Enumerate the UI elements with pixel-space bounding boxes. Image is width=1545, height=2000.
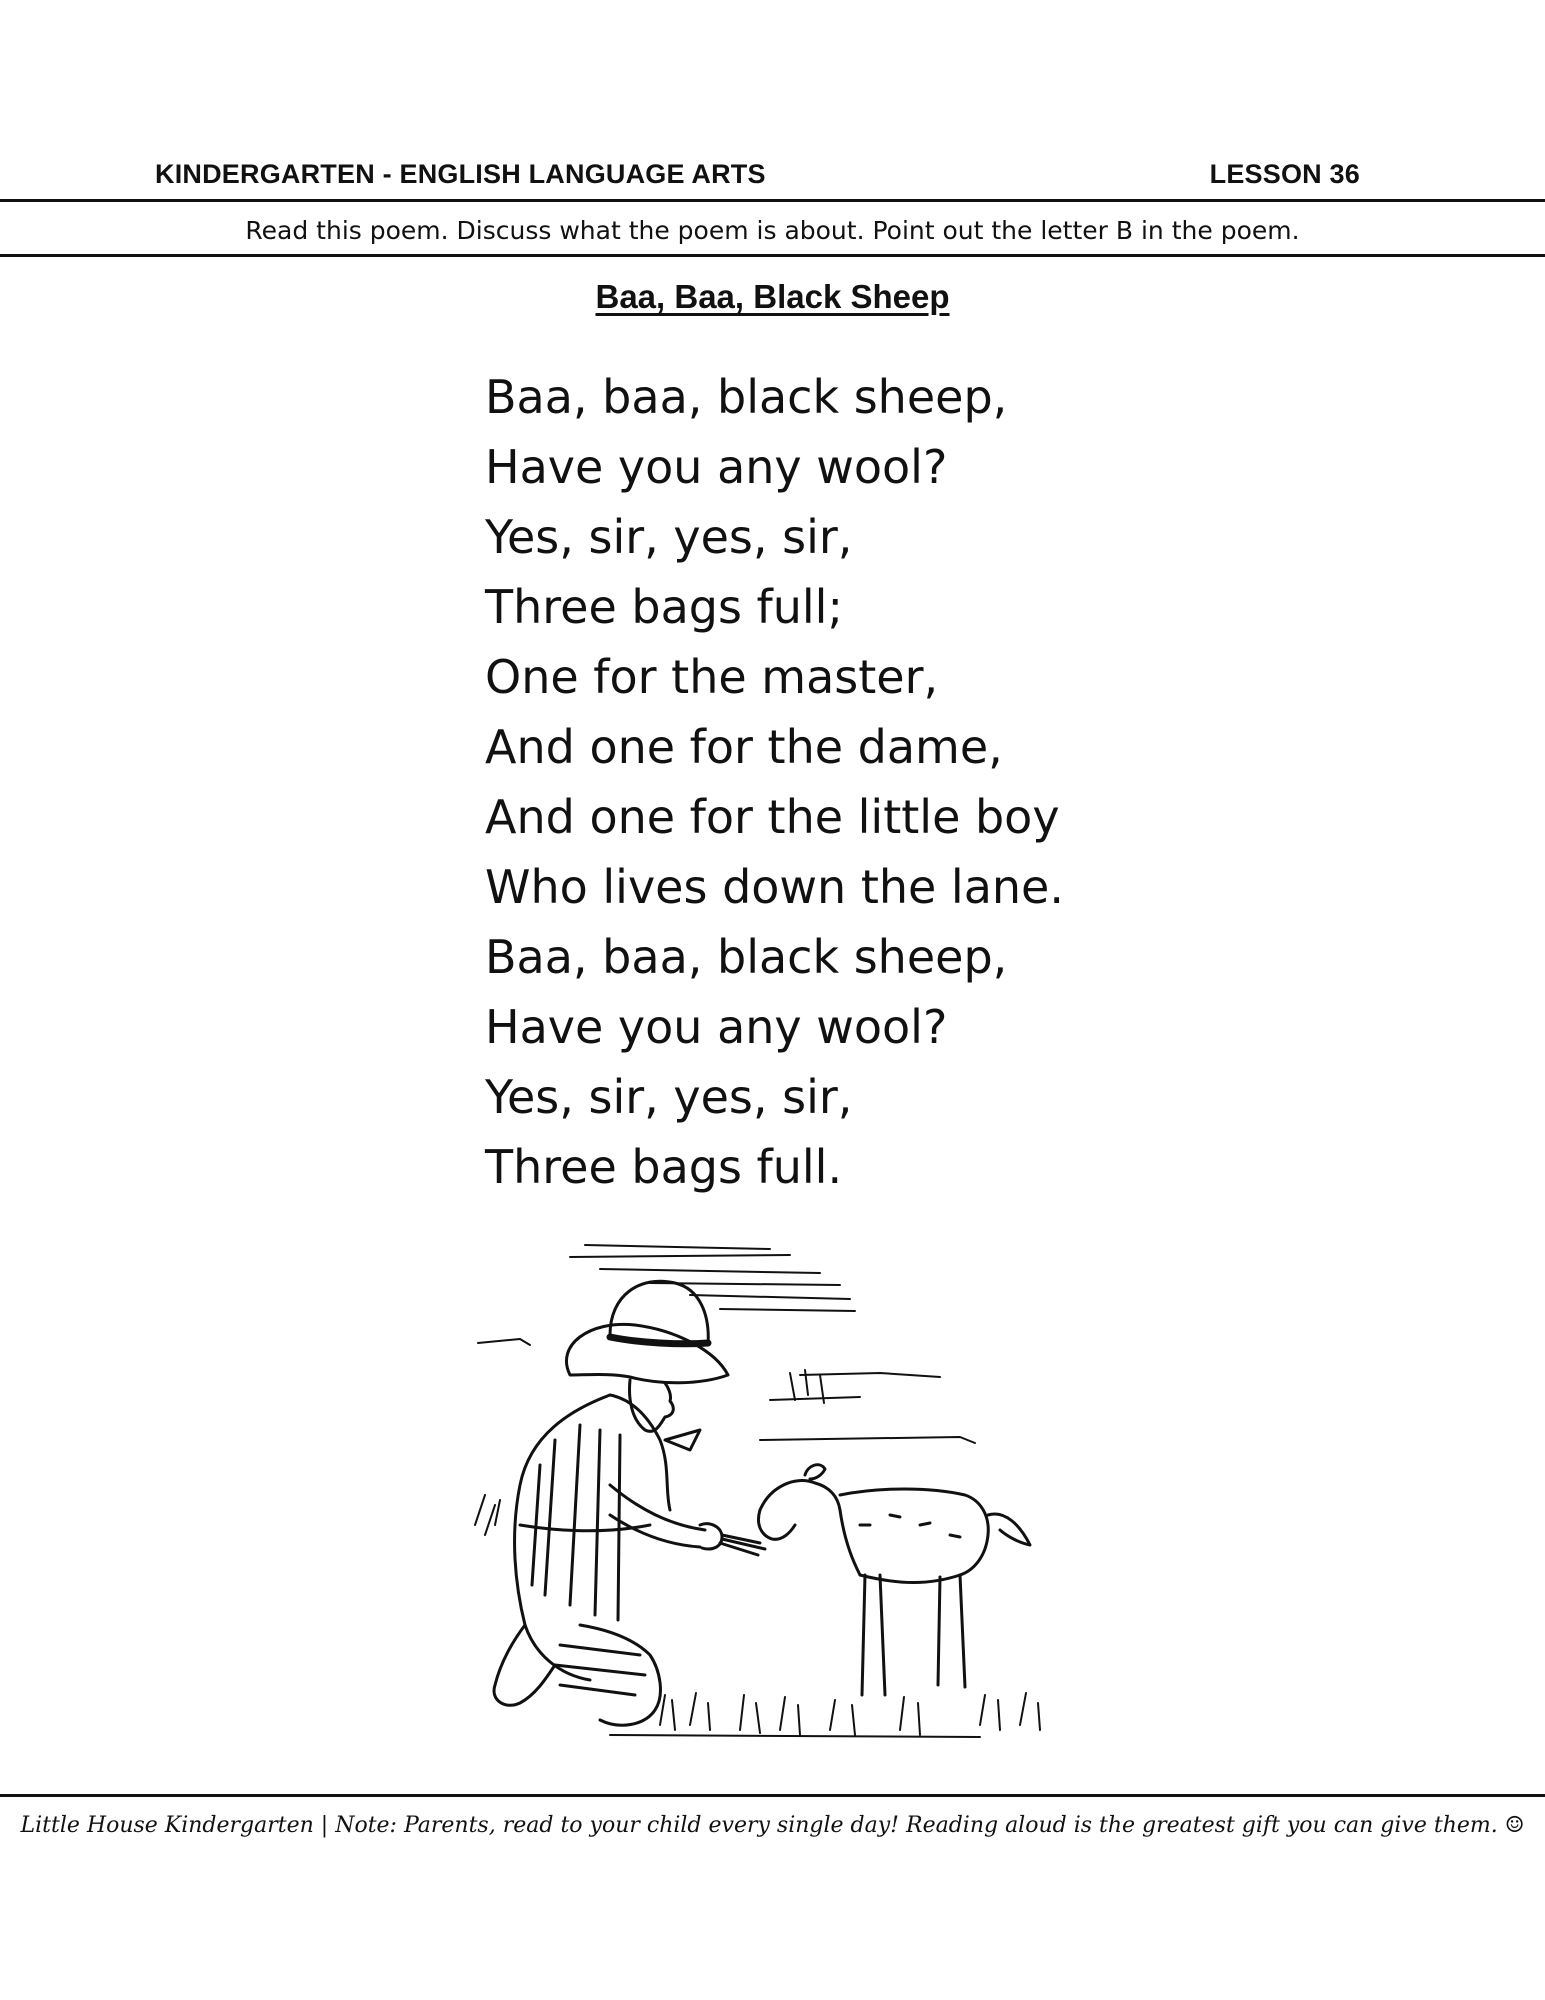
boy-arm	[610, 1485, 765, 1555]
poem-line: Yes, sir, yes, sir,	[485, 1070, 853, 1124]
header-top-rule	[0, 199, 1545, 202]
footer-note: Little House Kindergarten | Note: Parents, read to your child every single day! Reading aloud is the greatest gift you can give them. ☺	[20, 1813, 1525, 1838]
poem-line: Baa, baa, black sheep,	[485, 370, 1008, 424]
poem-line: And one for the little boy	[485, 790, 1060, 844]
poem-line: Have you any wool?	[485, 440, 948, 494]
poem-line: Three bags full.	[485, 1140, 843, 1194]
boy-legs	[494, 1625, 660, 1725]
poem-title: Baa, Baa, Black Sheep	[595, 278, 950, 315]
subject-label: KINDERGARTEN - ENGLISH LANGUAGE ARTS	[155, 158, 766, 189]
poem-line: Baa, baa, black sheep,	[485, 930, 1008, 984]
poem-line: Yes, sir, yes, sir,	[485, 510, 853, 564]
boy-body	[515, 1395, 700, 1680]
worksheet-header	[155, 154, 1360, 194]
header-bottom-rule	[0, 254, 1545, 257]
footer-rule	[0, 1794, 1545, 1797]
poem-line: And one for the dame,	[485, 720, 1003, 774]
lesson-label: LESSON 36	[1209, 158, 1360, 189]
poem-line: Have you any wool?	[485, 1000, 948, 1054]
boy-and-lamb-illustration	[460, 1225, 1090, 1765]
sky-strokes	[570, 1245, 855, 1311]
lamb	[759, 1465, 1031, 1695]
hat	[566, 1281, 728, 1383]
poem-body	[485, 362, 1064, 1202]
poem-line: Who lives down the lane.	[485, 860, 1064, 914]
instructions-text: Read this poem. Discuss what the poem is about. Point out the letter B in the poem.	[245, 216, 1300, 245]
poem-line: Three bags full;	[485, 580, 843, 634]
poem-line: One for the master,	[485, 650, 939, 704]
